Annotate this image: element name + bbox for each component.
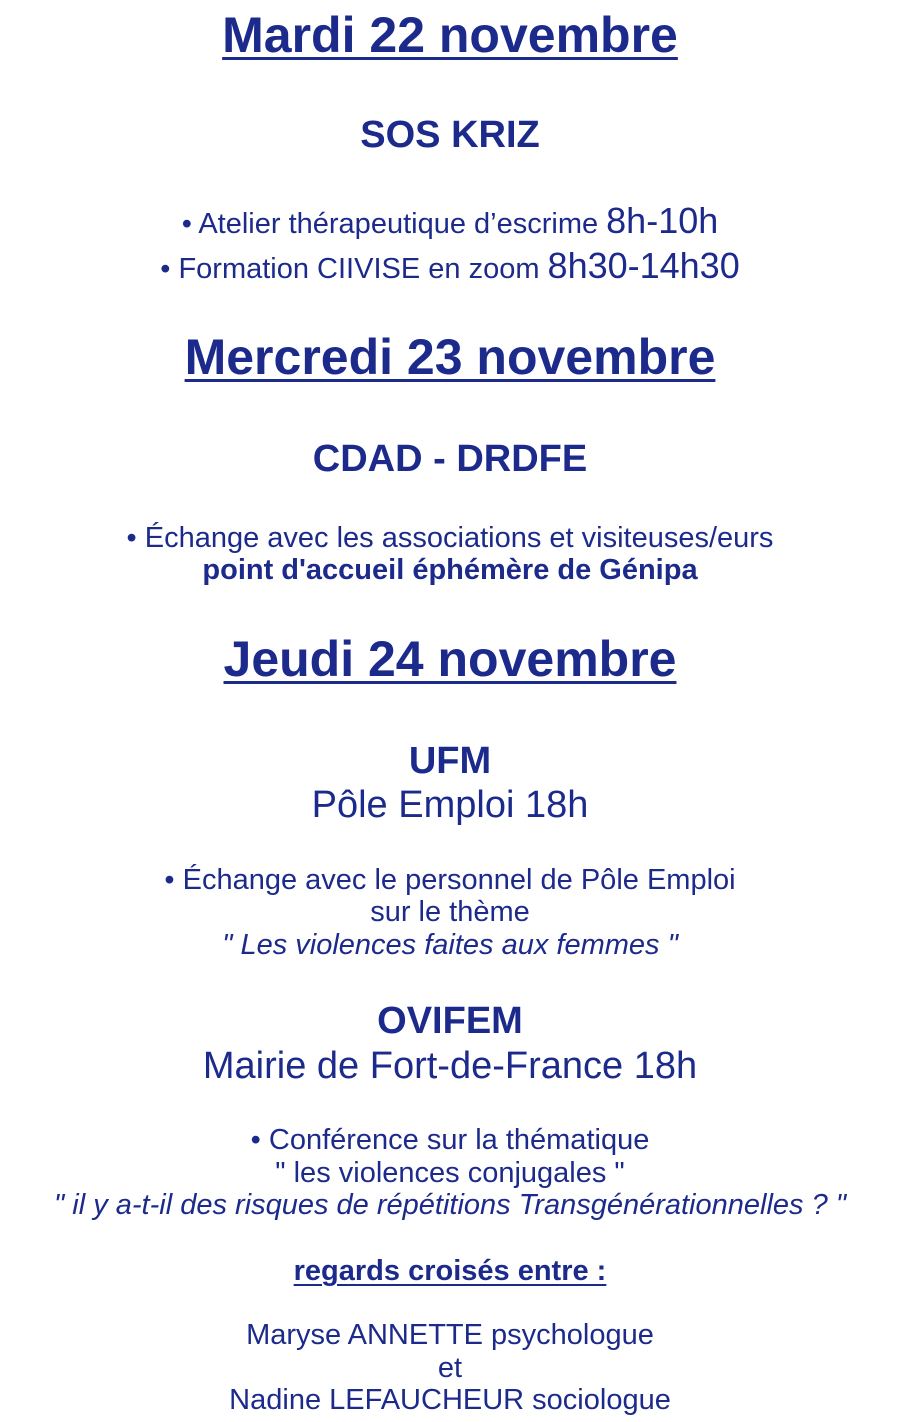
org-ovifem: OVIFEM bbox=[377, 1000, 523, 1042]
event-line: " les violences conjugales " bbox=[275, 1157, 625, 1189]
event-line: • Conférence sur la thématique bbox=[250, 1124, 650, 1156]
org-ufm: UFM bbox=[408, 740, 492, 782]
event-item-text: • Atelier thérapeutique d’escrime bbox=[181, 208, 607, 240]
event-item-detail: point d'accueil éphémère de Génipa bbox=[202, 554, 698, 586]
event-line: sur le thème bbox=[370, 896, 530, 928]
event-item bbox=[0, 200, 900, 241]
event-line: • Échange avec le personnel de Pôle Emploi bbox=[164, 864, 736, 896]
event-item-text: • Échange avec les associations et visiteuses/eurs bbox=[126, 522, 774, 554]
org-sos-kriz: SOS KRIZ bbox=[360, 114, 540, 156]
speaker: Maryse ANNETTE psychologue bbox=[246, 1319, 654, 1351]
event-question: " il y a-t-il des risques de répétitions Transgénérationnelles ? " bbox=[53, 1189, 847, 1221]
speaker: Nadine LEFAUCHEUR sociologue bbox=[229, 1384, 671, 1416]
event-location: Mairie de Fort-de-France 18h bbox=[202, 1045, 698, 1087]
event-item-time: 8h-10h bbox=[606, 200, 719, 241]
day-heading-tuesday: Mardi 22 novembre bbox=[222, 7, 678, 63]
event-theme: " Les violences faites aux femmes " bbox=[222, 929, 678, 961]
event-item bbox=[0, 245, 900, 286]
org-cdad-drdfe: CDAD - DRDFE bbox=[312, 438, 588, 480]
event-item-time: 8h30-14h30 bbox=[547, 245, 740, 286]
day-heading-wednesday: Mercredi 23 novembre bbox=[184, 329, 716, 385]
speaker-conjunction: et bbox=[437, 1352, 463, 1384]
event-item-text: • Formation CIIVISE en zoom bbox=[160, 253, 548, 285]
day-heading-thursday: Jeudi 24 novembre bbox=[223, 631, 677, 687]
speakers-heading: regards croisés entre : bbox=[293, 1255, 607, 1287]
event-location: Pôle Emploi 18h bbox=[311, 784, 589, 826]
